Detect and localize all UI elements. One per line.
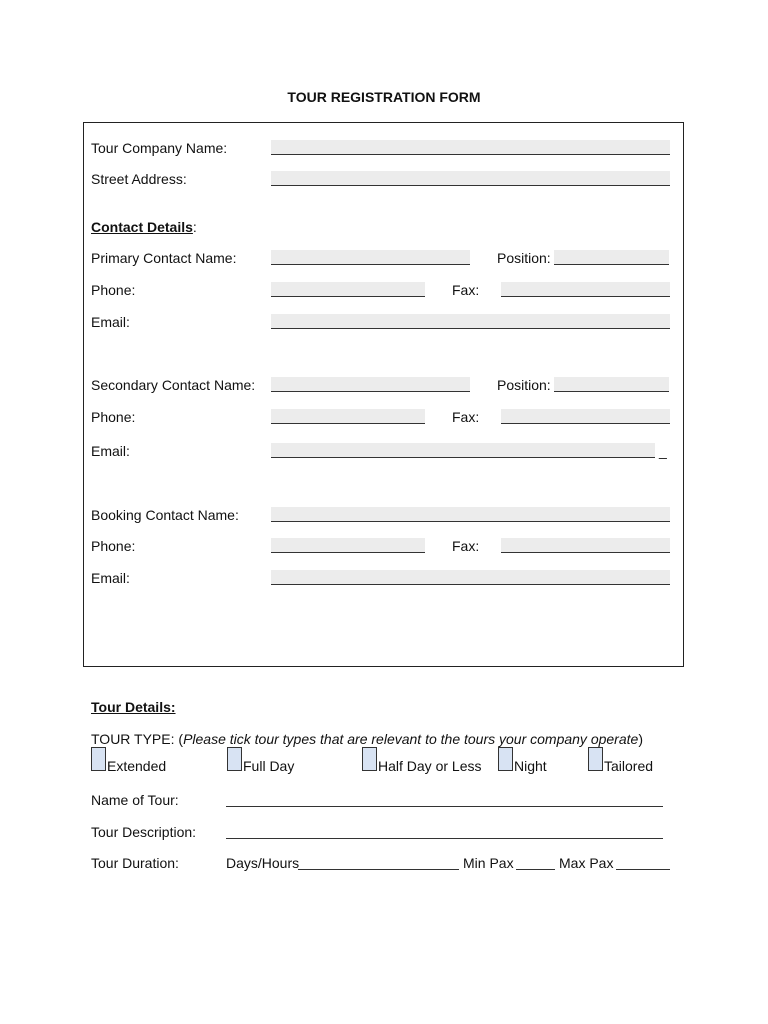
secondary-email-label: Email: (91, 443, 130, 459)
primary-email-field[interactable] (271, 314, 670, 329)
tour-type-line (91, 731, 643, 747)
primary-email-label: Email: (91, 314, 130, 330)
extended-checkbox[interactable] (91, 747, 106, 771)
contact-section-frame (83, 122, 684, 667)
booking-email-field[interactable] (271, 570, 670, 585)
contact-details-heading (91, 219, 197, 235)
company-name-label: Tour Company Name: (91, 140, 228, 156)
tour-type-prefix: TOUR TYPE: ( (91, 731, 184, 747)
secondary-phone-label: Phone: (91, 409, 136, 425)
primary-phone-field[interactable] (271, 282, 425, 297)
tour-description-label: Tour Description: (91, 824, 197, 840)
primary-position-label: Position: (497, 250, 551, 266)
name-of-tour-field[interactable] (226, 792, 663, 807)
half-day-checkbox[interactable] (362, 747, 377, 771)
booking-fax-label: Fax: (452, 538, 480, 554)
primary-position-field[interactable] (554, 250, 669, 265)
secondary-position-label: Position: (497, 377, 551, 393)
night-checkbox[interactable] (498, 747, 513, 771)
secondary-fax-field[interactable] (501, 409, 670, 424)
primary-phone-label: Phone: (91, 282, 136, 298)
tour-details-heading: Tour Details: (91, 699, 176, 715)
full-day-label: Full Day (243, 758, 295, 774)
secondary-email-trail: _ (659, 443, 667, 459)
secondary-email-field[interactable] (271, 443, 655, 458)
tour-type-suffix: ) (638, 731, 643, 747)
booking-fax-field[interactable] (501, 538, 670, 553)
booking-contact-name-field[interactable] (271, 507, 670, 522)
primary-contact-name-label: Primary Contact Name: (91, 250, 237, 266)
tailored-checkbox[interactable] (588, 747, 603, 771)
tour-duration-label: Tour Duration: (91, 855, 179, 871)
contact-details-heading-colon: : (192, 219, 197, 235)
secondary-position-field[interactable] (554, 377, 669, 392)
secondary-phone-field[interactable] (271, 409, 425, 424)
days-hours-field[interactable] (298, 855, 459, 870)
min-pax-field[interactable] (516, 855, 555, 870)
tailored-label: Tailored (604, 758, 654, 774)
night-label: Night (514, 758, 547, 774)
tour-description-field[interactable] (226, 824, 663, 839)
booking-email-label: Email: (91, 570, 130, 586)
secondary-contact-name-field[interactable] (271, 377, 470, 392)
street-address-label: Street Address: (91, 171, 187, 187)
contact-details-heading-text: Contact Details (91, 219, 193, 235)
extended-label: Extended (107, 758, 167, 774)
street-address-field[interactable] (271, 171, 670, 186)
max-pax-label: Max Pax (559, 855, 614, 871)
tour-type-note: Please tick tour types that are relevant to the tours your company operate (183, 731, 639, 747)
days-hours-label: Days/Hours (226, 855, 300, 871)
name-of-tour-label: Name of Tour: (91, 792, 179, 808)
primary-fax-label: Fax: (452, 282, 480, 298)
booking-phone-field[interactable] (271, 538, 425, 553)
company-name-field[interactable] (271, 140, 670, 155)
full-day-checkbox[interactable] (227, 747, 242, 771)
booking-contact-name-label: Booking Contact Name: (91, 507, 239, 523)
primary-fax-field[interactable] (501, 282, 670, 297)
primary-contact-name-field[interactable] (271, 250, 470, 265)
half-day-label: Half Day or Less (378, 758, 482, 774)
min-pax-label: Min Pax (463, 855, 514, 871)
secondary-fax-label: Fax: (452, 409, 480, 425)
booking-phone-label: Phone: (91, 538, 136, 554)
form-title: TOUR REGISTRATION FORM (287, 89, 481, 105)
max-pax-field[interactable] (616, 855, 670, 870)
secondary-contact-name-label: Secondary Contact Name: (91, 377, 256, 393)
